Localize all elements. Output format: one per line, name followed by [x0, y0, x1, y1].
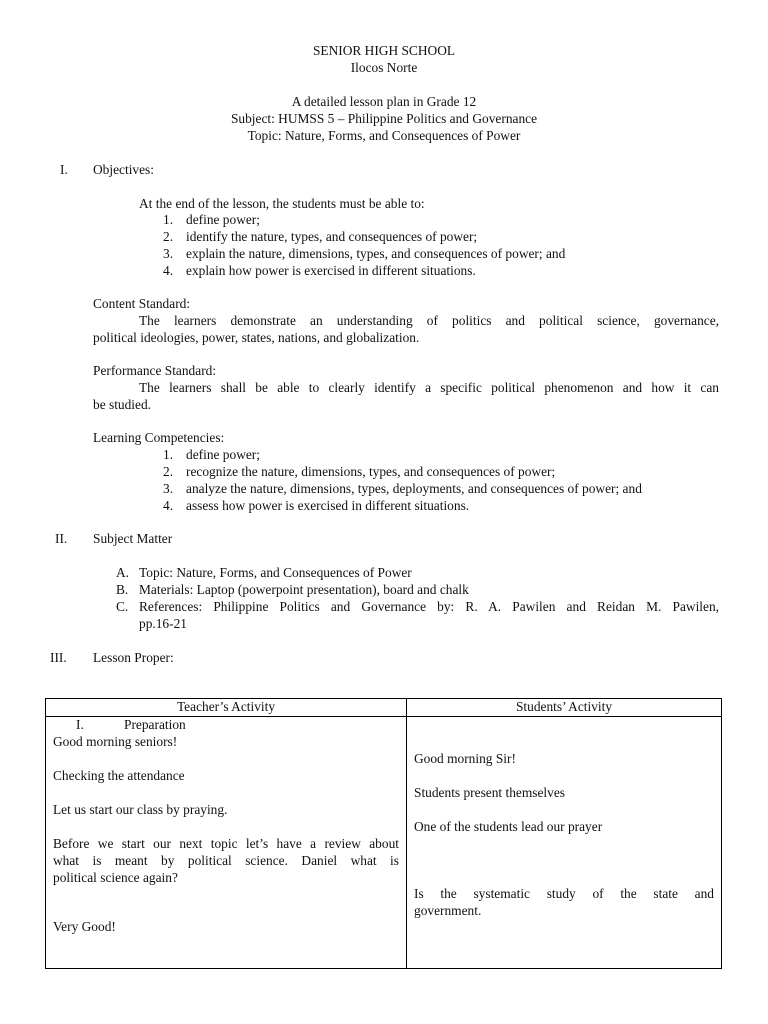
objective-text: explain how power is exercised in different situations. — [186, 263, 476, 278]
competency-number: 1. — [163, 447, 174, 462]
subject-matter-letter: C. — [116, 599, 129, 614]
objective-text: explain the nature, dimensions, types, and consequences of power; and — [186, 246, 566, 261]
objective-number: 1. — [163, 212, 174, 227]
teacher-activity-header: Teacher’s Activity — [46, 699, 407, 717]
students-answer-line: government. — [414, 903, 482, 918]
objectives-heading: Objectives: — [93, 162, 154, 177]
students-activity-header: Students’ Activity — [407, 699, 722, 717]
table-header-row — [46, 699, 722, 717]
performance-standard-heading: Performance Standard: — [93, 363, 217, 378]
objective-number: 3. — [163, 246, 174, 261]
competencies-heading: Learning Competencies: — [93, 430, 225, 445]
students-prayer: One of the students lead our prayer — [414, 819, 603, 834]
students-attendance: Students present themselves — [414, 785, 565, 800]
subject-matter-item: Topic: Nature, Forms, and Consequences of Power — [139, 565, 412, 580]
content-standard-heading: Content Standard: — [93, 296, 191, 311]
competency-text: assess how power is exercised in different situations. — [186, 498, 470, 513]
subject-matter-item: References: Philippine Politics and Governance by: R. A. Pawilen and Reidan M. Pawilen, — [139, 599, 719, 614]
section-numeral: I. — [76, 717, 84, 732]
content-standard-line: political ideologies, power, states, nations, and globalization. — [93, 330, 420, 345]
lesson-proper-heading: Lesson Proper: — [93, 650, 174, 665]
objective-number: 2. — [163, 229, 174, 244]
teacher-prayer: Let us start our class by praying. — [53, 802, 228, 817]
teacher-review-line: what is meant by political science. Daniel what is — [53, 853, 399, 868]
subject-matter-item: Materials: Laptop (powerpoint presentation), board and chalk — [139, 582, 469, 597]
teacher-attendance: Checking the attendance — [53, 768, 185, 783]
objective-text: define power; — [186, 212, 260, 227]
competency-number: 4. — [163, 498, 174, 513]
objectives-numeral: I. — [60, 162, 68, 177]
activity-table — [45, 698, 722, 969]
subject-line: Subject: HUMSS 5 – Philippine Politics and Governance — [230, 111, 538, 126]
students-activity-cell — [407, 717, 722, 969]
objective-text: identify the nature, types, and consequences of power; — [186, 229, 478, 244]
teacher-greeting: Good morning seniors! — [53, 734, 178, 749]
competency-number: 3. — [163, 481, 174, 496]
performance-standard-line: The learners shall be able to clearly identify a specific political phenomenon and how it can — [139, 380, 719, 395]
teacher-activity-cell — [46, 717, 407, 969]
subject-matter-heading: Subject Matter — [93, 531, 173, 546]
competency-text: analyze the nature, dimensions, types, deployments, and consequences of power; and — [186, 481, 642, 496]
competency-text: define power; — [186, 447, 260, 462]
plan-title: A detailed lesson plan in Grade 12 — [291, 94, 477, 109]
performance-standard-line: be studied. — [93, 397, 152, 412]
school-name: SENIOR HIGH SCHOOL — [312, 43, 456, 58]
teacher-review-line: political science again? — [53, 870, 178, 885]
students-answer-line: Is the systematic study of the state and — [414, 886, 714, 901]
competency-number: 2. — [163, 464, 174, 479]
students-greeting: Good morning Sir! — [414, 751, 516, 766]
lesson-proper-numeral: III. — [50, 650, 67, 665]
school-location: Ilocos Norte — [350, 60, 418, 75]
teacher-review-line: Before we start our next topic let’s have a review about — [53, 836, 399, 851]
section-title: Preparation — [124, 717, 186, 732]
topic-line: Topic: Nature, Forms, and Consequences of Power — [247, 128, 521, 143]
table-row — [46, 717, 722, 969]
subject-matter-item: pp.16-21 — [139, 616, 187, 631]
content-standard-line: The learners demonstrate an understanding of politics and political science, governance, — [139, 313, 719, 328]
competency-text: recognize the nature, dimensions, types, and consequences of power; — [186, 464, 556, 479]
teacher-praise: Very Good! — [53, 919, 116, 934]
subject-matter-letter: B. — [116, 582, 129, 597]
objective-number: 4. — [163, 263, 174, 278]
subject-matter-numeral: II. — [55, 531, 68, 546]
objectives-intro: At the end of the lesson, the students must be able to: — [139, 196, 425, 211]
subject-matter-letter: A. — [116, 565, 130, 580]
